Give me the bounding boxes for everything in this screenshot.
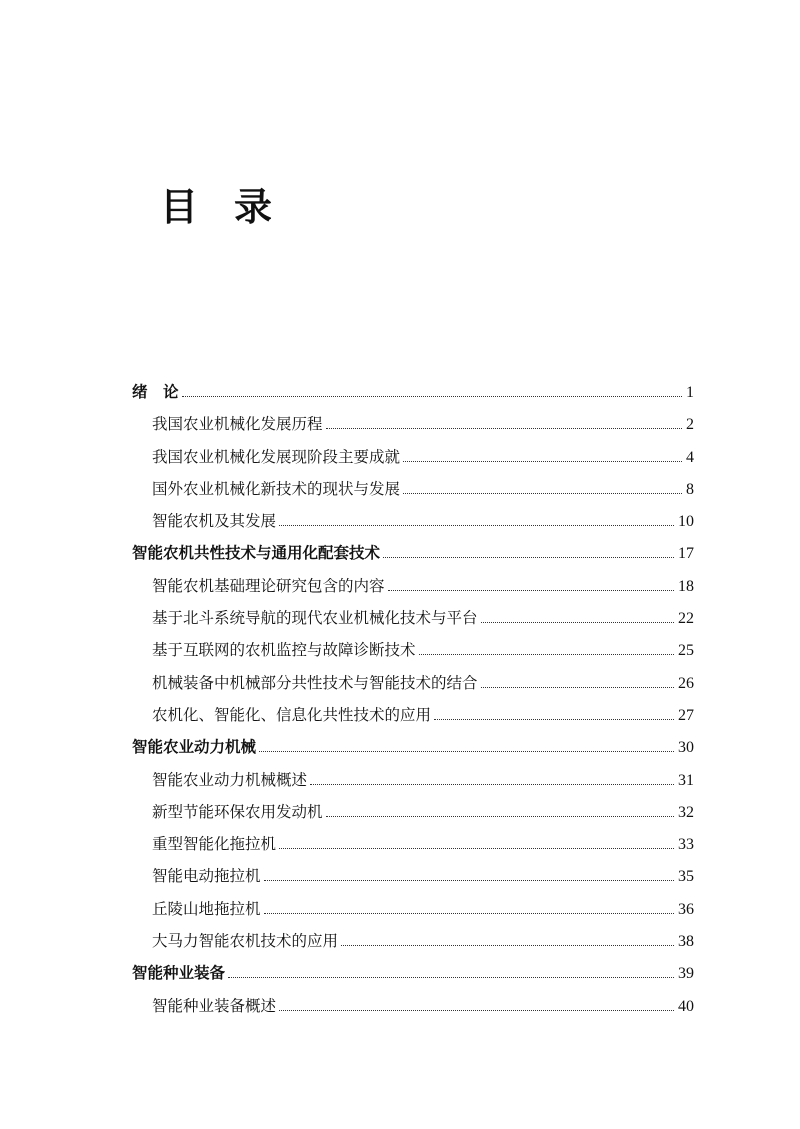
toc-section-row[interactable] xyxy=(132,796,694,828)
toc-section-row[interactable] xyxy=(132,764,694,796)
toc-section-row[interactable] xyxy=(132,699,694,731)
toc-page-number: 30 xyxy=(678,739,694,757)
toc-entry-label: 国外农业机械化新技术的现状与发展 xyxy=(152,479,401,498)
toc-section-row[interactable] xyxy=(132,602,694,634)
dot-leader xyxy=(481,621,674,623)
toc-page-number: 25 xyxy=(678,642,694,660)
toc-entry-label: 基于北斗系统导航的现代农业机械化技术与平台 xyxy=(152,609,478,628)
dot-leader xyxy=(279,847,674,849)
toc-entry-label: 智能电动拖拉机 xyxy=(152,867,261,886)
dot-leader xyxy=(326,427,682,429)
toc-entry-label: 智能种业装备 xyxy=(132,964,226,983)
page-title xyxy=(160,176,272,231)
toc-entry-label: 智能农机基础理论研究包含的内容 xyxy=(152,576,385,595)
dot-leader xyxy=(434,718,674,720)
dot-leader xyxy=(326,815,674,817)
dot-leader xyxy=(403,492,682,494)
toc-section-row[interactable] xyxy=(132,570,694,602)
toc-page-number: 8 xyxy=(686,480,694,498)
toc-entry-label: 智能农机及其发展 xyxy=(152,512,277,531)
toc-entry-label: 重型智能化拖拉机 xyxy=(152,835,277,854)
dot-leader xyxy=(228,976,674,978)
toc-chapter-row[interactable] xyxy=(132,376,694,408)
toc-page-number: 27 xyxy=(678,706,694,724)
toc-page-number: 2 xyxy=(686,416,694,434)
toc-section-row[interactable] xyxy=(132,473,694,505)
toc-page-number: 10 xyxy=(678,513,694,531)
toc-page-number: 38 xyxy=(678,933,694,951)
toc-entry-label: 我国农业机械化发展现阶段主要成就 xyxy=(152,447,401,466)
toc-entry-label: 绪 论 xyxy=(132,383,179,401)
dot-leader xyxy=(419,653,674,655)
dot-leader xyxy=(481,686,674,688)
toc-section-row[interactable] xyxy=(132,667,694,699)
toc-entry-label: 智能农机共性技术与通用化配套技术 xyxy=(132,544,381,563)
toc-page-number: 39 xyxy=(678,965,694,983)
dot-leader xyxy=(279,1009,674,1011)
toc-page-number: 40 xyxy=(678,997,694,1015)
toc-chapter-row[interactable] xyxy=(132,957,694,989)
toc-entry-label: 大马力智能农机技术的应用 xyxy=(152,932,339,951)
table-of-contents xyxy=(132,376,694,1022)
toc-page-number: 32 xyxy=(678,803,694,821)
toc-entry-label: 新型节能环保农用发动机 xyxy=(152,802,323,821)
toc-entry-label: 机械装备中机械部分共性技术与智能技术的结合 xyxy=(152,673,478,692)
toc-page-number: 17 xyxy=(678,545,694,563)
toc-page-number: 18 xyxy=(678,577,694,595)
toc-entry-label: 智能农业动力机械 xyxy=(132,738,257,757)
toc-entry-label: 我国农业机械化发展历程 xyxy=(152,415,323,434)
toc-page-number: 31 xyxy=(678,771,694,789)
toc-page-number: 33 xyxy=(678,836,694,854)
toc-entry-label: 基于互联网的农机监控与故障诊断技术 xyxy=(152,641,416,660)
toc-section-row[interactable] xyxy=(132,925,694,957)
toc-section-row[interactable] xyxy=(132,441,694,473)
page-title-char-2: 录 xyxy=(234,185,273,229)
toc-section-row[interactable] xyxy=(132,893,694,925)
toc-entry-label: 智能种业装备概述 xyxy=(152,996,277,1015)
toc-page-number: 35 xyxy=(678,868,694,886)
toc-page-number: 4 xyxy=(686,448,694,466)
toc-section-row[interactable] xyxy=(132,828,694,860)
dot-leader xyxy=(264,912,674,914)
dot-leader xyxy=(403,460,682,462)
toc-section-row[interactable] xyxy=(132,505,694,537)
dot-leader xyxy=(182,395,682,397)
dot-leader xyxy=(264,879,674,881)
toc-section-row[interactable] xyxy=(132,990,694,1022)
toc-page-number: 1 xyxy=(686,384,694,401)
dot-leader xyxy=(383,556,674,558)
toc-entry-label: 丘陵山地拖拉机 xyxy=(152,899,261,918)
toc-entry-label: 农机化、智能化、信息化共性技术的应用 xyxy=(152,705,432,724)
page-title-char-1: 目 xyxy=(160,185,199,229)
dot-leader xyxy=(341,944,674,946)
dot-leader xyxy=(259,750,674,752)
toc-chapter-row[interactable] xyxy=(132,537,694,569)
toc-page-number: 22 xyxy=(678,610,694,628)
dot-leader xyxy=(279,524,674,526)
toc-chapter-row[interactable] xyxy=(132,731,694,763)
dot-leader xyxy=(310,783,674,785)
toc-entry-label: 智能农业动力机械概述 xyxy=(152,770,308,789)
toc-page-number: 36 xyxy=(678,900,694,918)
toc-section-row[interactable] xyxy=(132,860,694,892)
dot-leader xyxy=(388,589,674,591)
toc-section-row[interactable] xyxy=(132,634,694,666)
toc-section-row[interactable] xyxy=(132,408,694,440)
toc-page-number: 26 xyxy=(678,674,694,692)
